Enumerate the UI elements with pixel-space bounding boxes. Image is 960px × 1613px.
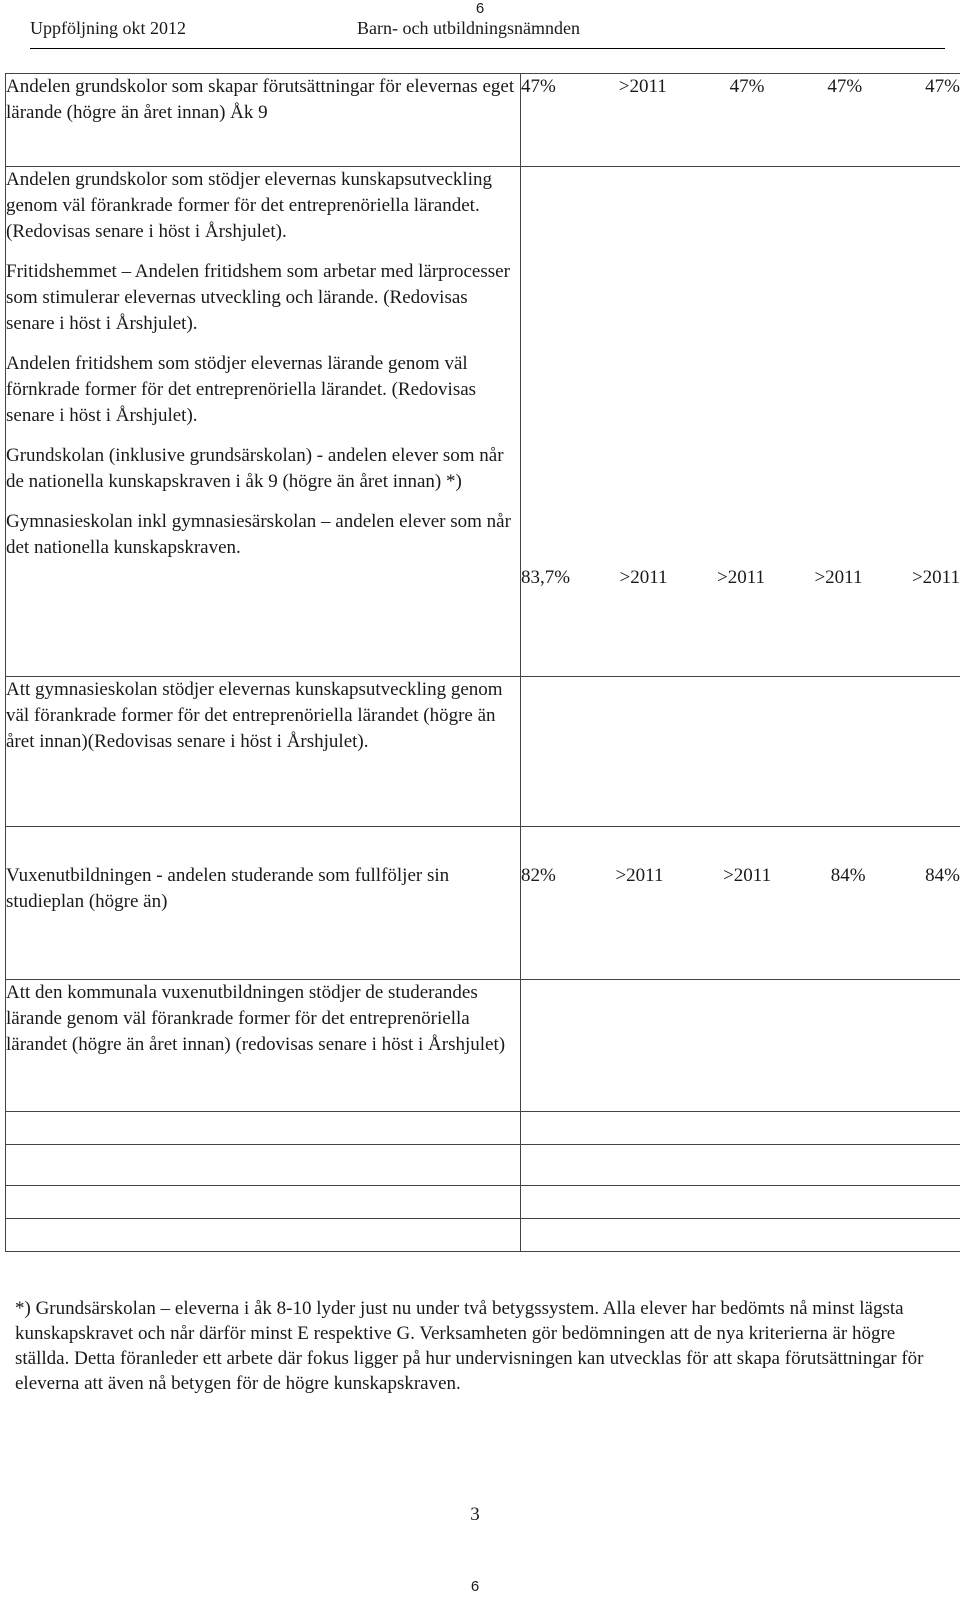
row-values (521, 827, 960, 980)
value-cell: >2011 (619, 567, 668, 588)
header-rule (30, 48, 945, 49)
row-description (6, 980, 521, 1112)
value-cell: 47% (729, 76, 765, 97)
table-row-empty (6, 1112, 960, 1145)
row-text: Andelen grundskolor som skapar förutsättningar för elevernas eget lärande (högre än året innan) Åk 9 (6, 76, 515, 123)
value-cell: 47% (827, 76, 863, 97)
row-description (6, 167, 521, 677)
value-cell: 84% (925, 865, 960, 886)
value-cell: 82% (521, 865, 556, 886)
row-text: Andelen grundskolor som stödjer elevernas kunskapsutveckling genom väl förankrade former för det entreprenöriella lärandet. (Redovisas senare i höst i Årshjulet). (6, 169, 492, 242)
table-row-empty (6, 1186, 960, 1219)
empty-cell (6, 1112, 521, 1145)
table-row (6, 167, 960, 677)
header-left-title: Uppföljning okt 2012 (30, 18, 186, 38)
empty-cell (521, 1145, 960, 1186)
value-cell: >2011 (814, 567, 863, 588)
row-description (6, 677, 521, 827)
table-row (6, 677, 960, 827)
page-number: 3 (470, 1504, 480, 1525)
table-row (6, 827, 960, 980)
row-text: Vuxenutbildningen - andelen studerande som fullföljer sin studieplan (högre än) (6, 865, 450, 912)
empty-cell (521, 1186, 960, 1219)
value-cell: >2011 (911, 567, 960, 588)
empty-cell (521, 1112, 960, 1145)
row-values (521, 167, 960, 677)
value-cell: 84% (830, 865, 866, 886)
row-text: Att gymnasieskolan stödjer elevernas kunskapsutveckling genom väl förankrade former för det entreprenöriella lärandet (högre än året innan)(Redovisas senare i höst i Årshjulet). (6, 679, 503, 752)
row-description (6, 827, 521, 980)
value-cell: 47% (925, 76, 960, 97)
value-cell: >2011 (615, 865, 664, 886)
goals-table (5, 73, 960, 1252)
value-cell: >2011 (723, 865, 772, 886)
value-cell: >2011 (618, 76, 667, 97)
row-text: Fritidshemmet – Andelen fritidshem som arbetar med lärprocesser som stimulerar elevernas utveckling och lärande. (Redovisas senare i höst i Årshjulet). (6, 261, 510, 334)
page-number-top: 6 (475, 0, 485, 17)
header-right-title: Barn- och utbildningsnämnden (357, 18, 580, 38)
row-values-empty (521, 980, 960, 1112)
row-text: Grundskolan (inklusive grundsärskolan) - andelen elever som når de nationella kunskapskraven i åk 9 (högre än året innan) *) (6, 445, 504, 492)
table-row (6, 980, 960, 1112)
row-description (6, 74, 521, 167)
table-row (6, 74, 960, 167)
page-number-bottom: 6 (470, 1578, 480, 1595)
table-row-empty (6, 1219, 960, 1252)
table-row-empty (6, 1145, 960, 1186)
empty-cell (6, 1186, 521, 1219)
row-values (521, 74, 960, 167)
footnote: *) Grundsärskolan – eleverna i åk 8-10 lyder just nu under två betygssystem. Alla elever har bedömts nå minst lägsta kunskapskravet och når därför minst E respektive G. Verksamheten gör bedömningen att de nya kriterierna är högre ställda. Detta föranleder ett arbete där fokus ligger på hur undervisningen kan utvecklas för att skapa förutsättningar för eleverna att även nå betygen för de högre kunskapskraven. (15, 1298, 924, 1394)
page-header (30, 18, 950, 46)
row-text: Gymnasieskolan inkl gymnasiesärskolan – andelen elever som når det nationella kunskapskraven. (6, 511, 511, 558)
empty-cell (521, 1219, 960, 1252)
row-text: Att den kommunala vuxenutbildningen stödjer de studerandes lärande genom väl förankrade former för det entreprenöriella lärandet (högre än året innan) (redovisas senare i höst i Årshjulet) (6, 982, 506, 1055)
row-text: Andelen fritidshem som stödjer elevernas lärande genom väl förnkrade former för det entreprenöriella lärandet. (Redovisas senare i höst i Årshjulet). (6, 353, 477, 426)
value-cell: >2011 (717, 567, 766, 588)
value-cell: 83,7% (521, 567, 571, 588)
empty-cell (6, 1219, 521, 1252)
value-cell: 47% (521, 76, 556, 97)
empty-cell (6, 1145, 521, 1186)
row-values-empty (521, 677, 960, 827)
